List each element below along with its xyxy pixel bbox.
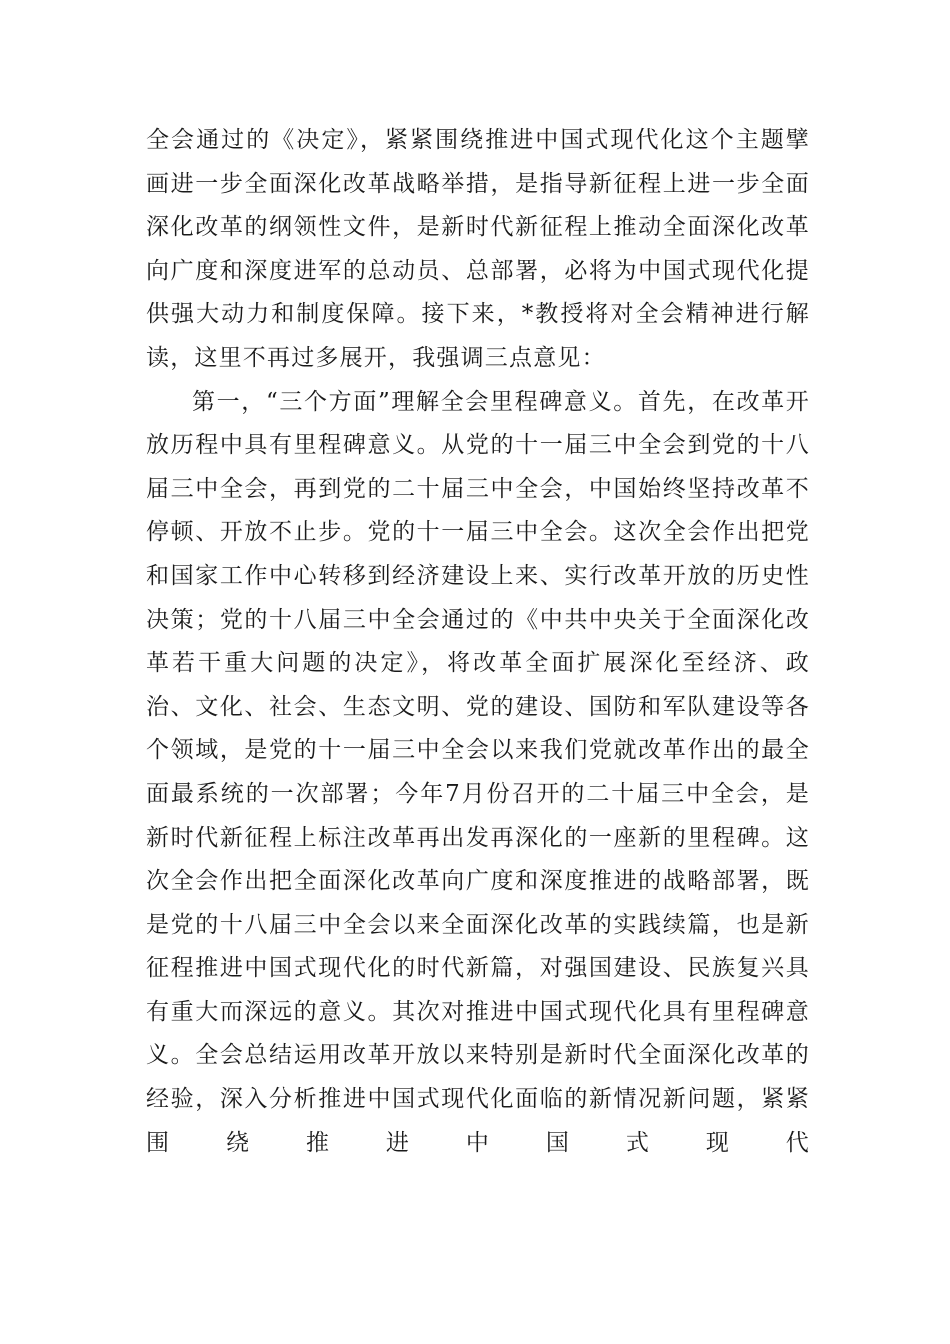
paragraph-first-point: 第一，“三个方面”理解全会里程碑意义。首先，在改革开放历程中具有里程碑意义。从党的十一届三中全会到党的十八届三中全会，再到党的二十届三中全会，中国始终坚持改革不停顿、开放不止步。党的十一届三中全会。这次全会作出把党和国家工作中心转移到经济建设上来、实行改革开放的历史性决策；党的十八届三中全会通过的《中共中央关于全面深化改革若干重大问题的决定》，将改革全面扩展深化至经济、政治、文化、社会、生态文明、党的建设、国防和军队建设等各个领域，是党的十一届三中全会以来我们党就改革作出的最全面最系统的一次部署；今年7月份召开的二十届三中全会，是新时代新征程上标注改革再出发再深化的一座新的里程碑。这次全会作出把全面深化改革向广度和深度推进的战略部署，既是党的十八届三中全会以来全面深化改革的实践续篇，也是新征程推进中国式现代化的时代新篇，对强国建设、民族复兴具有重大而深远的意义。其次对推进中国式现代化具有里程碑意义。全会总结运用改革开放以来特别是新时代全面深化改革的经验，深入分析推进中国式现代化面临的新情况新问题，紧紧围绕推进中国式现代 (146, 388, 810, 1156)
paragraph-continuation: 全会通过的《决定》，紧紧围绕推进中国式现代化这个主题擘画进一步全面深化改革战略举措，是指导新征程上进一步全面深化改革的纲领性文件，是新时代新征程上推动全面深化改革向广度和深度进军的总动员、总部署，必将为中国式现代化提供强大动力和制度保障。接下来，*教授将对全会精神进行解读，这里不再过多展开，我强调三点意见： (146, 127, 810, 371)
body-text (146, 119, 810, 1165)
